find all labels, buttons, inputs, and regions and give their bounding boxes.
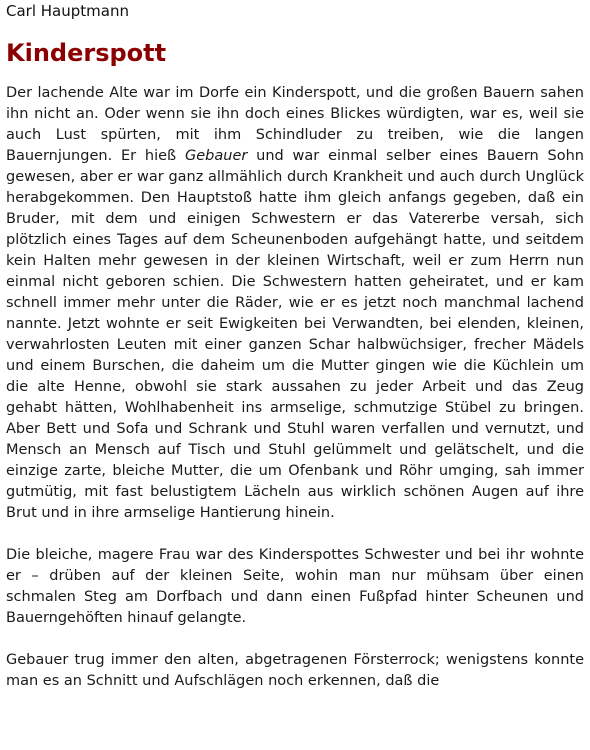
text-span: Die bleiche, magere Frau war des Kinderspottes Schwester und bei ihr wohnte er – drüben auf der kleinen Seite, wohin man nur mühsam über einen schmalen Steg am Dorfbach und dann einen Fußpfad hinter Scheunen und Bauerngehöften hinauf gelangte.: [6, 547, 584, 626]
paragraph-3: [6, 650, 584, 692]
text-span: Der lachende Alte war im Dorfe ein Kinderspott, und die großen Bauern sahen ihn nicht an. Oder wenn sie ihn doch eines Blickes würdigten, war es, weil sie auch Lust spürten, mit ihm Schindluder zu treiben, wie die langen Bauernjungen. Er hieß: [6, 85, 584, 164]
paragraph-1: [6, 83, 584, 524]
author-name: Carl Hauptmann: [6, 2, 129, 20]
emphasized-name: Gebauer: [185, 148, 248, 164]
page-title: Kinderspott: [6, 39, 167, 67]
story-text: [6, 83, 584, 713]
text-span: Gebauer trug immer den alten, abgetragenen Försterrock; wenigstens konnte man es an Schnitt und Aufschlägen noch erkennen, daß die: [6, 652, 584, 689]
paragraph-2: [6, 545, 584, 629]
text-span: und war einmal selber eines Bauern Sohn gewesen, aber er war ganz allmählich durch Krankheit und auch durch Unglück herabgekommen. Den Hauptstoß hatte ihm gleich anfangs gegeben, daß ein Bruder, mit dem und einigen Schwestern er das Vatererbe versah, sich plötzlich eines Tages auf dem Scheunenboden aufgehängt hatte, und seitdem kein Halten mehr gewesen in der kleinen Wirtschaft, weil er zum Herrn nun einmal nicht geboren schien. Die Schwestern hatten geheiratet, und er kam schnell immer mehr unter die Räder, wie er es jetzt noch manchmal lachend nannte. Jetzt wohnte er seit Ewigkeiten bei Verwandten, bei elenden, kleinen, verwahrlosten Leuten mit einer ganzen Schar halbwüchsiger, frecher Mädels und einem Burschen, die daheim um die Mutter gingen wie die Küchlein um die alte Henne, obwohl sie stark aussahen zu jeder Arbeit und das Zeug gehabt hätten, Wohlhabenheit ins armselige, schmutzige Stübel zu bringen. Aber Bett und Sofa und Schrank und Stuhl waren verfallen und vernutzt, und Mensch an Mensch auf Tisch und Stuhl gelümmelt und gelätschelt, und die einzige zarte, bleiche Mutter, die um Ofenbank und Röhr umging, sah immer gutmütig, mit fast belustigtem Lächeln aus wirklich schönen Augen auf ihre Brut und in ihre armselige Hantierung hinein.: [6, 148, 584, 521]
